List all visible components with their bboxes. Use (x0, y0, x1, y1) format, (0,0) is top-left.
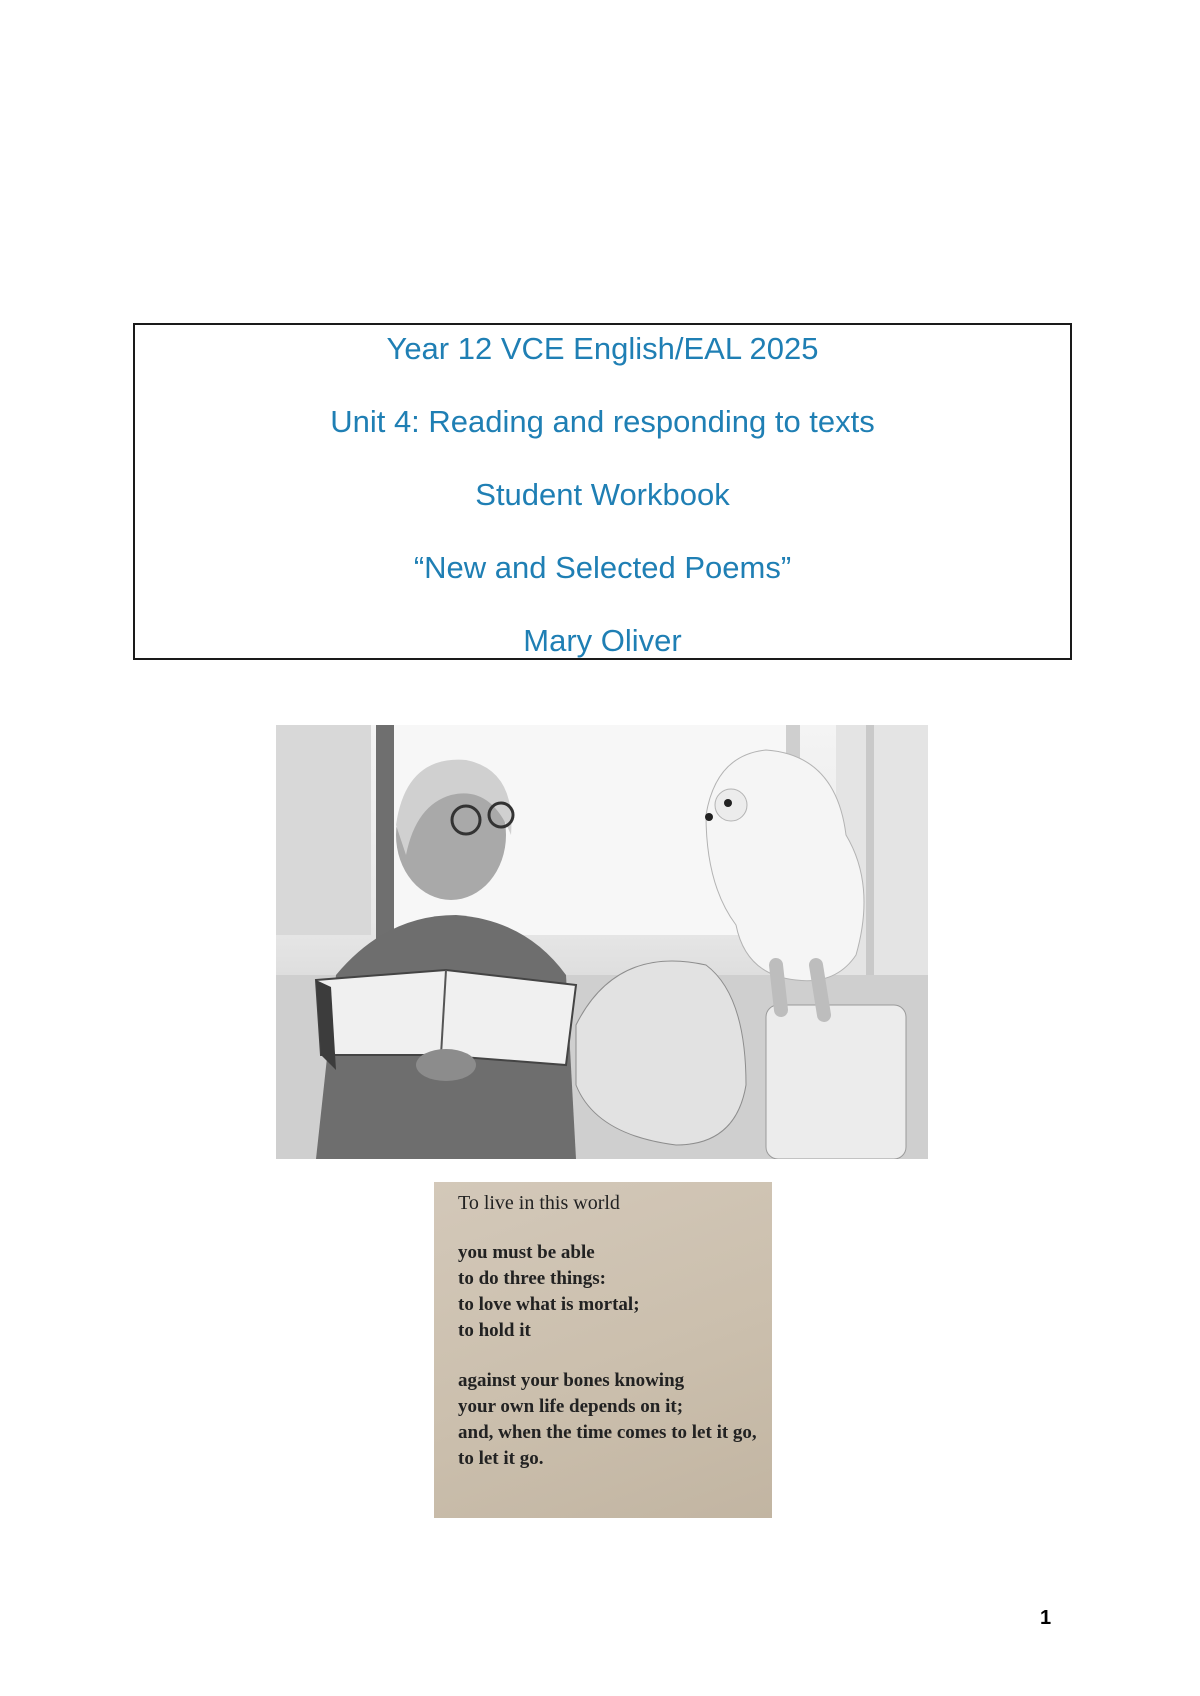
page-number: 1 (1040, 1607, 1052, 1629)
author-with-dog-photo (276, 725, 928, 1159)
course-title: Year 12 VCE English/EAL 2025 (386, 331, 819, 366)
text-title: “New and Selected Poems” (413, 550, 792, 585)
poem-line: to do three things: (458, 1268, 606, 1289)
poem-line: to love what is mortal; (458, 1294, 640, 1315)
workbook-title: Student Workbook (475, 477, 730, 512)
poem-stanza-1 (458, 1240, 640, 1344)
poem-line: you must be able (458, 1242, 595, 1263)
unit-title: Unit 4: Reading and responding to texts (330, 404, 875, 439)
poem-line: against your bones knowing (458, 1370, 685, 1391)
author-with-dog-illustration (276, 725, 928, 1159)
poem-stanza-2 (458, 1368, 757, 1472)
poem-line: and, when the time comes to let it go, (458, 1422, 757, 1443)
title-box (133, 323, 1072, 660)
author-name: Mary Oliver (523, 623, 682, 658)
poem-title: To live in this world (458, 1192, 620, 1214)
poem-line: your own life depends on it; (458, 1396, 684, 1417)
poem-excerpt-photo (434, 1182, 772, 1518)
poem-line: to hold it (458, 1320, 531, 1341)
poem-line: to let it go. (458, 1448, 544, 1469)
